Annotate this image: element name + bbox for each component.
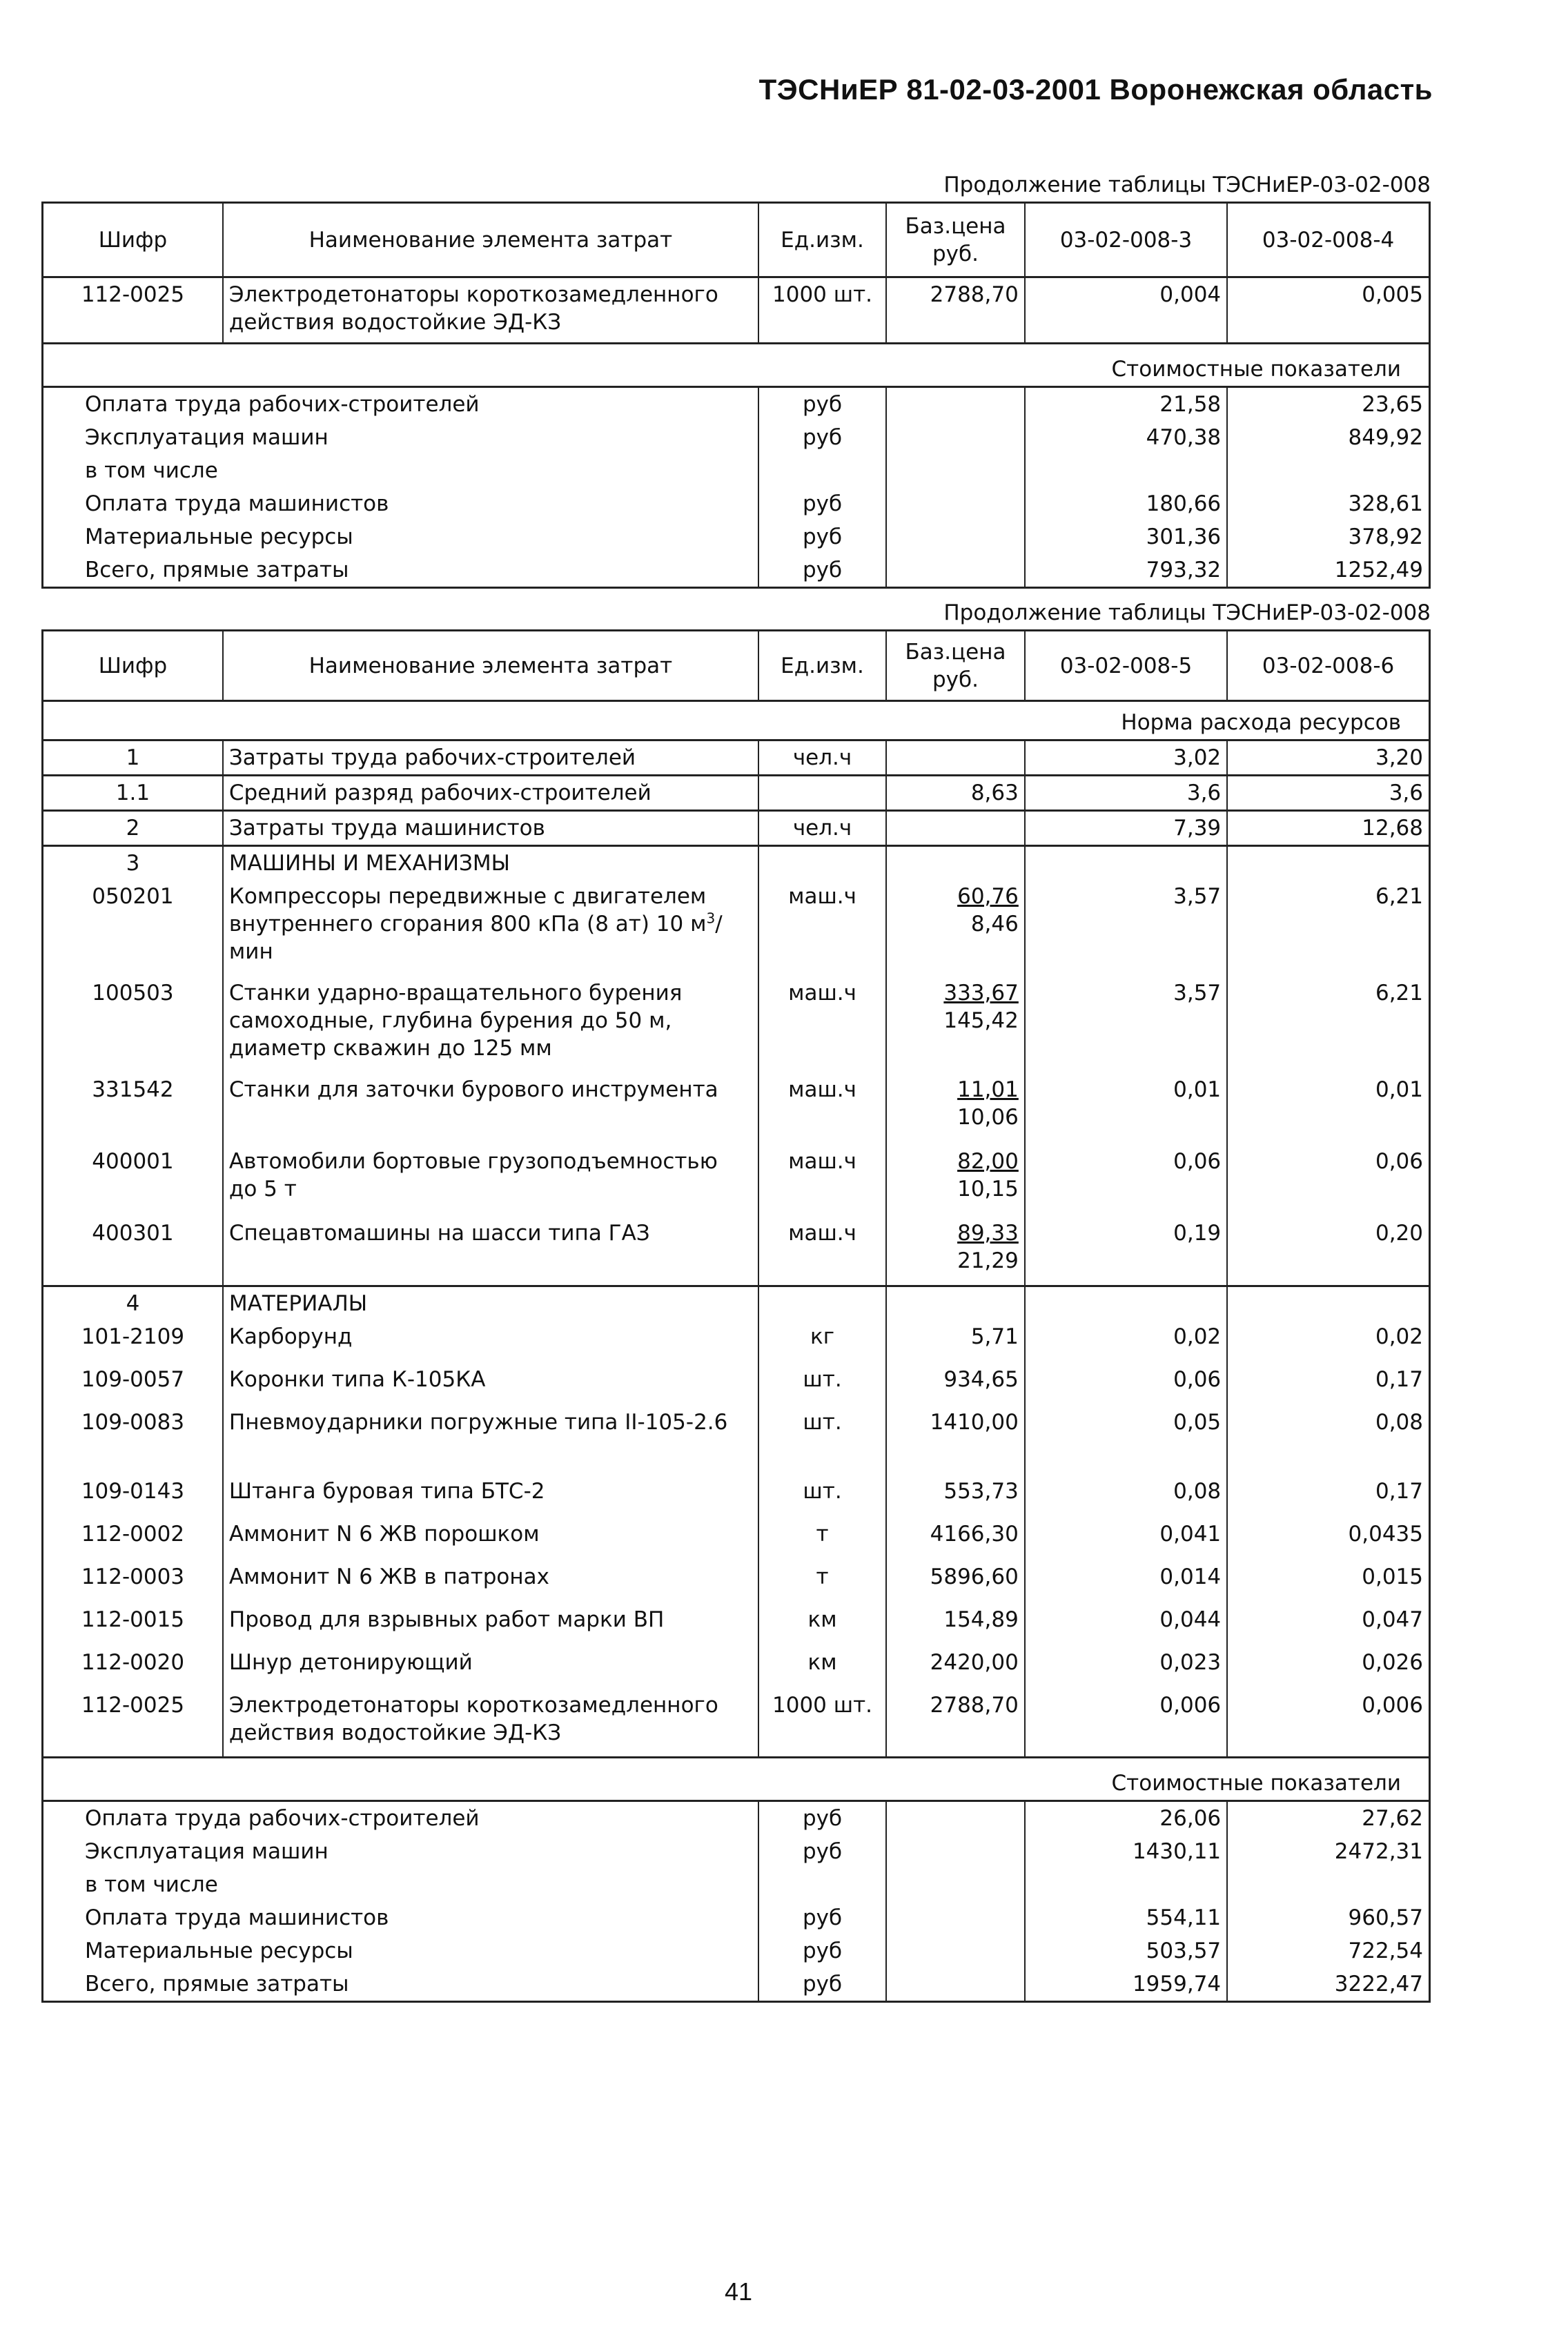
table-row: 1 Затраты труда рабочих-строителей чел.ч 3,02 3,20 <box>43 740 1430 776</box>
row-v1: 0,004 <box>1025 277 1227 344</box>
col-unit-header: Ед.изм. <box>758 203 886 277</box>
cost-row: Эксплуатация машин руб 1430,11 2472,31 <box>43 1835 1430 1868</box>
col-price-header: Баз.цена руб. <box>886 203 1025 277</box>
col-v2-header: 03-02-008-6 <box>1227 631 1429 701</box>
table-row: 112-0025 Электродетонаторы короткозамедленного действия водостойкие ЭД-КЗ 1000 шт. 2788,70 0,006 0,006 <box>43 1689 1430 1758</box>
cost-title: Стоимостные показатели <box>43 344 1430 387</box>
table-row: 050201 Компрессоры передвижные с двигателем внутреннего сгорания 800 кПа (8 ат) 10 $м^3$/мин маш.ч 60,76 8,46 3,57 6,21 <box>43 880 1430 977</box>
table-row: 109-0057 Коронки типа К-105КА шт. 934,65 0,06 0,17 <box>43 1363 1430 1406</box>
document-header: ТЭСНиЕР 81-02-03-2001 Воронежская область <box>758 73 1433 106</box>
page-number: 41 <box>724 2277 753 2306</box>
cost-title: Стоимостные показатели <box>43 1758 1430 1801</box>
table-row: 101-2109 Карборунд кг 5,71 0,02 0,02 <box>43 1320 1430 1363</box>
cost-row: Оплата труда машинистов руб 554,11 960,57 <box>43 1901 1430 1934</box>
section-materials: 4 МАТЕРИАЛЫ <box>43 1286 1430 1320</box>
cost-row: Всего, прямые затраты руб 793,32 1252,49 <box>43 553 1430 588</box>
table-row <box>43 277 1430 344</box>
table-row: 1.1 Средний разряд рабочих-строителей 8,63 3,6 3,6 <box>43 776 1430 811</box>
table-row: 109-0143 Штанга буровая типа БТС-2 шт. 553,73 0,08 0,17 <box>43 1475 1430 1518</box>
norm-title: Норма расхода ресурсов <box>43 701 1430 740</box>
table-row: 400301 Спецавтомашины на шасси типа ГАЗ маш.ч 89,33 21,29 0,19 0,20 <box>43 1217 1430 1286</box>
col-price-header: Баз.цена руб. <box>886 631 1025 701</box>
col-code-header: Шифр <box>43 203 223 277</box>
row-price: 2788,70 <box>886 277 1025 344</box>
col-v1-header: 03-02-008-3 <box>1025 203 1227 277</box>
table-row: 400001 Автомобили бортовые грузоподъемностью до 5 т маш.ч 82,00 10,15 0,06 0,06 <box>43 1145 1430 1217</box>
row-name: Электродетонаторы короткозамедленного действия водостойкие ЭД-КЗ <box>223 277 758 344</box>
cost-row: Эксплуатация машин руб 470,38 849,92 <box>43 421 1430 454</box>
table2-continuation: Продолжение таблицы ТЭСНиЕР-03-02-008 <box>943 600 1431 625</box>
cost-row: Материальные ресурсы руб 503,57 722,54 <box>43 1934 1430 1968</box>
table-row: 112-0002 Аммонит N 6 ЖВ порошком т 4166,30 0,041 0,0435 <box>43 1518 1430 1560</box>
cost-row: Оплата труда машинистов руб 180,66 328,61 <box>43 487 1430 520</box>
cost-row: Всего, прямые затраты руб 1959,74 3222,47 <box>43 1968 1430 2002</box>
row-unit: 1000 шт. <box>758 277 886 344</box>
table-row: 100503 Станки ударно-вращательного бурения самоходные, глубина бурения до 50 м, диаметр скважин до 125 мм маш.ч 333,67 145,42 3,57 6,21 <box>43 977 1430 1073</box>
table2 <box>41 629 1431 2003</box>
col-name-header: Наименование элемента затрат <box>223 203 758 277</box>
table-row: 112-0003 Аммонит N 6 ЖВ в патронах т 5896,60 0,014 0,015 <box>43 1560 1430 1603</box>
col-code-header: Шифр <box>43 631 223 701</box>
table-row: 2 Затраты труда машинистов чел.ч 7,39 12,68 <box>43 811 1430 846</box>
col-v2-header: 03-02-008-4 <box>1227 203 1429 277</box>
table1-continuation: Продолжение таблицы ТЭСНиЕР-03-02-008 <box>943 173 1431 197</box>
cost-row: Оплата труда рабочих-строителей руб 21,58 23,65 <box>43 387 1430 422</box>
col-unit-header: Ед.изм. <box>758 631 886 701</box>
table1 <box>41 202 1431 589</box>
table-row: 331542 Станки для заточки бурового инструмента маш.ч 11,01 10,06 0,01 0,01 <box>43 1073 1430 1145</box>
cost-row: Материальные ресурсы руб 301,36 378,92 <box>43 520 1430 553</box>
col-name-header: Наименование элемента затрат <box>223 631 758 701</box>
cost-row: Оплата труда рабочих-строителей руб 26,06 27,62 <box>43 1801 1430 1836</box>
table-row: 112-0020 Шнур детонирующий км 2420,00 0,023 0,026 <box>43 1646 1430 1689</box>
row-v2: 0,005 <box>1227 277 1429 344</box>
row-code: 112-0025 <box>43 277 223 344</box>
cost-row: в том числе <box>43 454 1430 487</box>
table-row: 109-0083 Пневмоударники погружные типа II-105-2.6 шт. 1410,00 0,05 0,08 <box>43 1406 1430 1475</box>
cost-row: в том числе <box>43 1868 1430 1901</box>
table-row: 112-0015 Провод для взрывных работ марки ВП км 154,89 0,044 0,047 <box>43 1603 1430 1646</box>
section-machines: 3 МАШИНЫ И МЕХАНИЗМЫ <box>43 846 1430 881</box>
col-v1-header: 03-02-008-5 <box>1025 631 1227 701</box>
